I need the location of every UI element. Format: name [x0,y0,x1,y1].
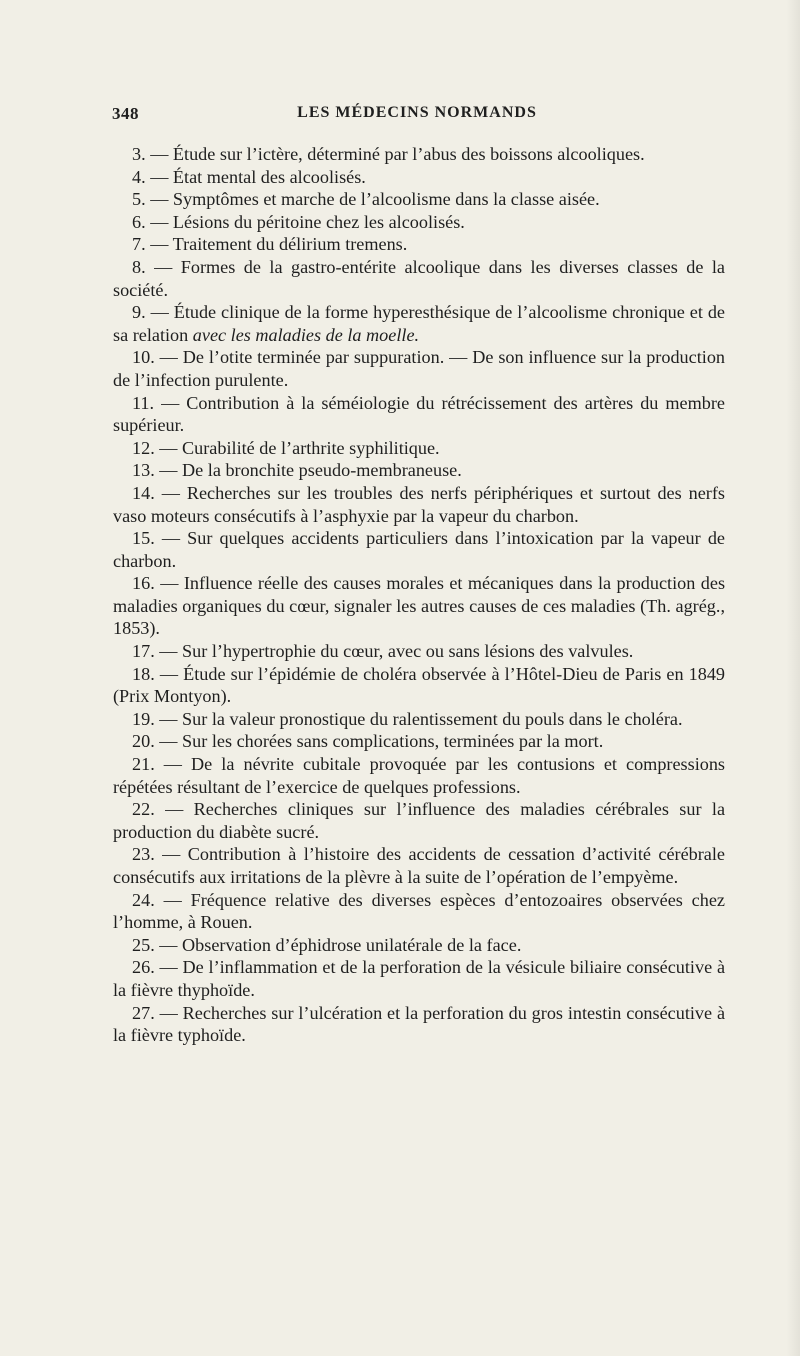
entry-text: Recherches sur les troubles des nerfs périphériques et surtout des nerfs vaso moteurs consécutifs à l’asphyxie par la vapeur du charbon. [113,482,725,526]
bibliography-entry [113,188,725,211]
entry-number: 15. [132,528,155,549]
entry-text: Étude sur l’épidémie de choléra observée à l’Hôtel-Dieu de Paris en 1849 (Prix Montyon). [113,663,726,707]
entry-text: Lésions du péritoine chez les alcoolisés. [172,211,465,232]
entry-number: 6. [132,211,146,232]
bibliography-entry [113,437,725,460]
page-number: 348 [112,104,139,123]
entry-number: 12. [132,437,155,458]
bibliography-entry [113,889,725,934]
entry-number: 8. [132,256,146,277]
entry-text: Fréquence relative des diverses espèces d’entozoaires observées chez l’homme, à Rouen. [113,889,725,933]
entry-dash: — [161,528,181,549]
entry-dash: — [150,144,169,164]
entry-text: Sur les chorées sans complications, terminées par la mort. [182,731,604,752]
entry-dash: — [159,347,178,368]
entry-text: Étude clinique de la forme hyperesthésique de l’alcoolisme chronique et de sa relation [113,302,726,345]
entry-number: 21. [132,754,155,775]
bibliography-entry [113,934,725,957]
entry-dash: — [162,844,181,865]
page-header [112,104,722,134]
entry-number: 11. [132,392,155,413]
entry-dash: — [150,211,169,232]
entry-dash: — [159,663,179,684]
bibliography-entry [113,459,725,482]
entry-dash: — [160,573,179,594]
entry-dash: — [159,1002,178,1023]
entry-number: 14. [132,482,155,503]
entry-number: 5. [132,189,146,210]
bibliography-entry [113,640,725,663]
bibliography-entry [113,301,725,346]
bibliography-entry [113,346,725,391]
entry-dash: — [159,934,178,955]
entry-dash: — [150,234,169,255]
entry-dash: — [159,731,178,752]
bibliography-entry [113,956,725,1001]
running-title: LES MÉDECINS NORMANDS [297,104,537,121]
entry-text: Sur l’hypertrophie du cœur, avec ou sans lésions des valvules. [182,641,634,662]
entry-text: Recherches sur l’ulcération et la perforation du gros intestin consécutive à la fièvre typhoïde. [113,1002,726,1046]
entry-text: Formes de la gastro-entérite alcoolique dans les diverses classes de la société. [113,256,725,300]
entry-text: Contribution à la séméiologie du rétrécissement des artères du membre supérieur. [113,392,725,436]
entry-number: 17. [132,641,155,662]
entry-dash: — [163,889,182,910]
bibliography-entry [113,143,725,166]
page-edge-shadow [786,0,800,1356]
bibliography-entry [113,392,725,437]
bibliography-entry [113,527,725,572]
entry-dash: — [159,708,178,729]
entry-italic-text: avec les maladies de la moelle. [192,324,420,345]
entry-text: Sur la valeur pronostique du ralentissement du pouls dans le choléra. [182,708,683,729]
entry-number: 27. [132,1002,155,1023]
entry-dash: — [150,166,169,187]
entry-number: 4. [132,166,146,187]
entry-dash: — [154,256,173,277]
entry-text: De l’otite terminée par suppuration. — De son influence sur la production de l’infection purulente. [113,347,726,390]
entry-number: 23. [132,844,155,865]
entry-text: Influence réelle des causes morales et mécaniques dans la production des maladies organiques du cœur, signaler les autres causes de ces maladies (Th. agrég., 1853). [113,573,726,639]
entry-dash: — [159,957,178,978]
entry-number: 19. [132,708,155,729]
entry-text: Symptômes et marche de l’alcoolisme dans la classe aisée. [172,189,600,210]
entry-number: 13. [132,460,155,481]
entry-text: Traitement du délirium tremens. [172,234,408,255]
entry-dash: — [161,482,180,503]
entry-number: 24. [132,889,155,910]
bibliography-entry [113,1002,725,1047]
entry-text: Observation d’éphidrose unilatérale de la face. [182,934,522,955]
entry-dash: — [159,437,178,458]
entry-text: Curabilité de l’arthrite syphilitique. [182,437,440,458]
entry-number: 20. [132,731,155,752]
entry-number: 25. [132,934,155,955]
bibliography-entry [113,663,725,708]
entry-text: État mental des alcoolisés. [172,166,366,187]
entry-number: 26. [132,957,155,978]
entry-number: 22. [132,799,155,820]
entry-dash: — [159,460,178,481]
bibliography-entry [113,708,725,731]
bibliography-entry [113,798,725,843]
bibliography-entry [113,572,725,640]
entry-dash: — [161,392,180,413]
entry-text: Étude sur l’ictère, déterminé par l’abus des boissons alcooliques. [172,144,645,164]
bibliography-list [113,143,725,1047]
bibliography-entry [113,233,725,256]
bibliography-entry [113,166,725,189]
entry-dash: — [150,189,169,210]
entry-number: 18. [132,663,155,684]
entry-text: Recherches cliniques sur l’influence des maladies cérébrales sur la production du diabète sucré. [113,799,726,842]
entry-number: 16. [132,573,155,594]
bibliography-entry [113,843,725,888]
entry-text: De la bronchite pseudo-membraneuse. [182,460,462,481]
entry-number: 10. [132,347,155,368]
bibliography-entry [113,256,725,301]
entry-number: 3. [132,144,146,164]
entry-text: De l’inflammation et de la perforation de la vésicule biliaire consécutive à la fièvre thyphoïde. [113,957,726,1000]
bibliography-entry [113,482,725,527]
bibliography-entry [113,753,725,798]
bibliography-entry [113,730,725,753]
bibliography-entry [113,211,725,234]
entry-dash: — [150,302,169,323]
entry-dash: — [165,799,184,820]
entry-dash: — [163,754,182,775]
entry-text: De la névrite cubitale provoquée par les contusions et compressions répétées résultant de l’exercice de quelques professions. [113,754,726,797]
entry-number: 7. [132,234,146,255]
entry-text: Contribution à l’histoire des accidents de cessation d’activité cérébrale consécutifs aux irritations de la plèvre à la suite de l’opération de l’empyème. [113,844,726,887]
entry-number: 9. [132,302,146,323]
entry-text: Sur quelques accidents particuliers dans l’intoxication par la vapeur de charbon. [113,528,725,571]
entry-dash: — [159,641,178,662]
